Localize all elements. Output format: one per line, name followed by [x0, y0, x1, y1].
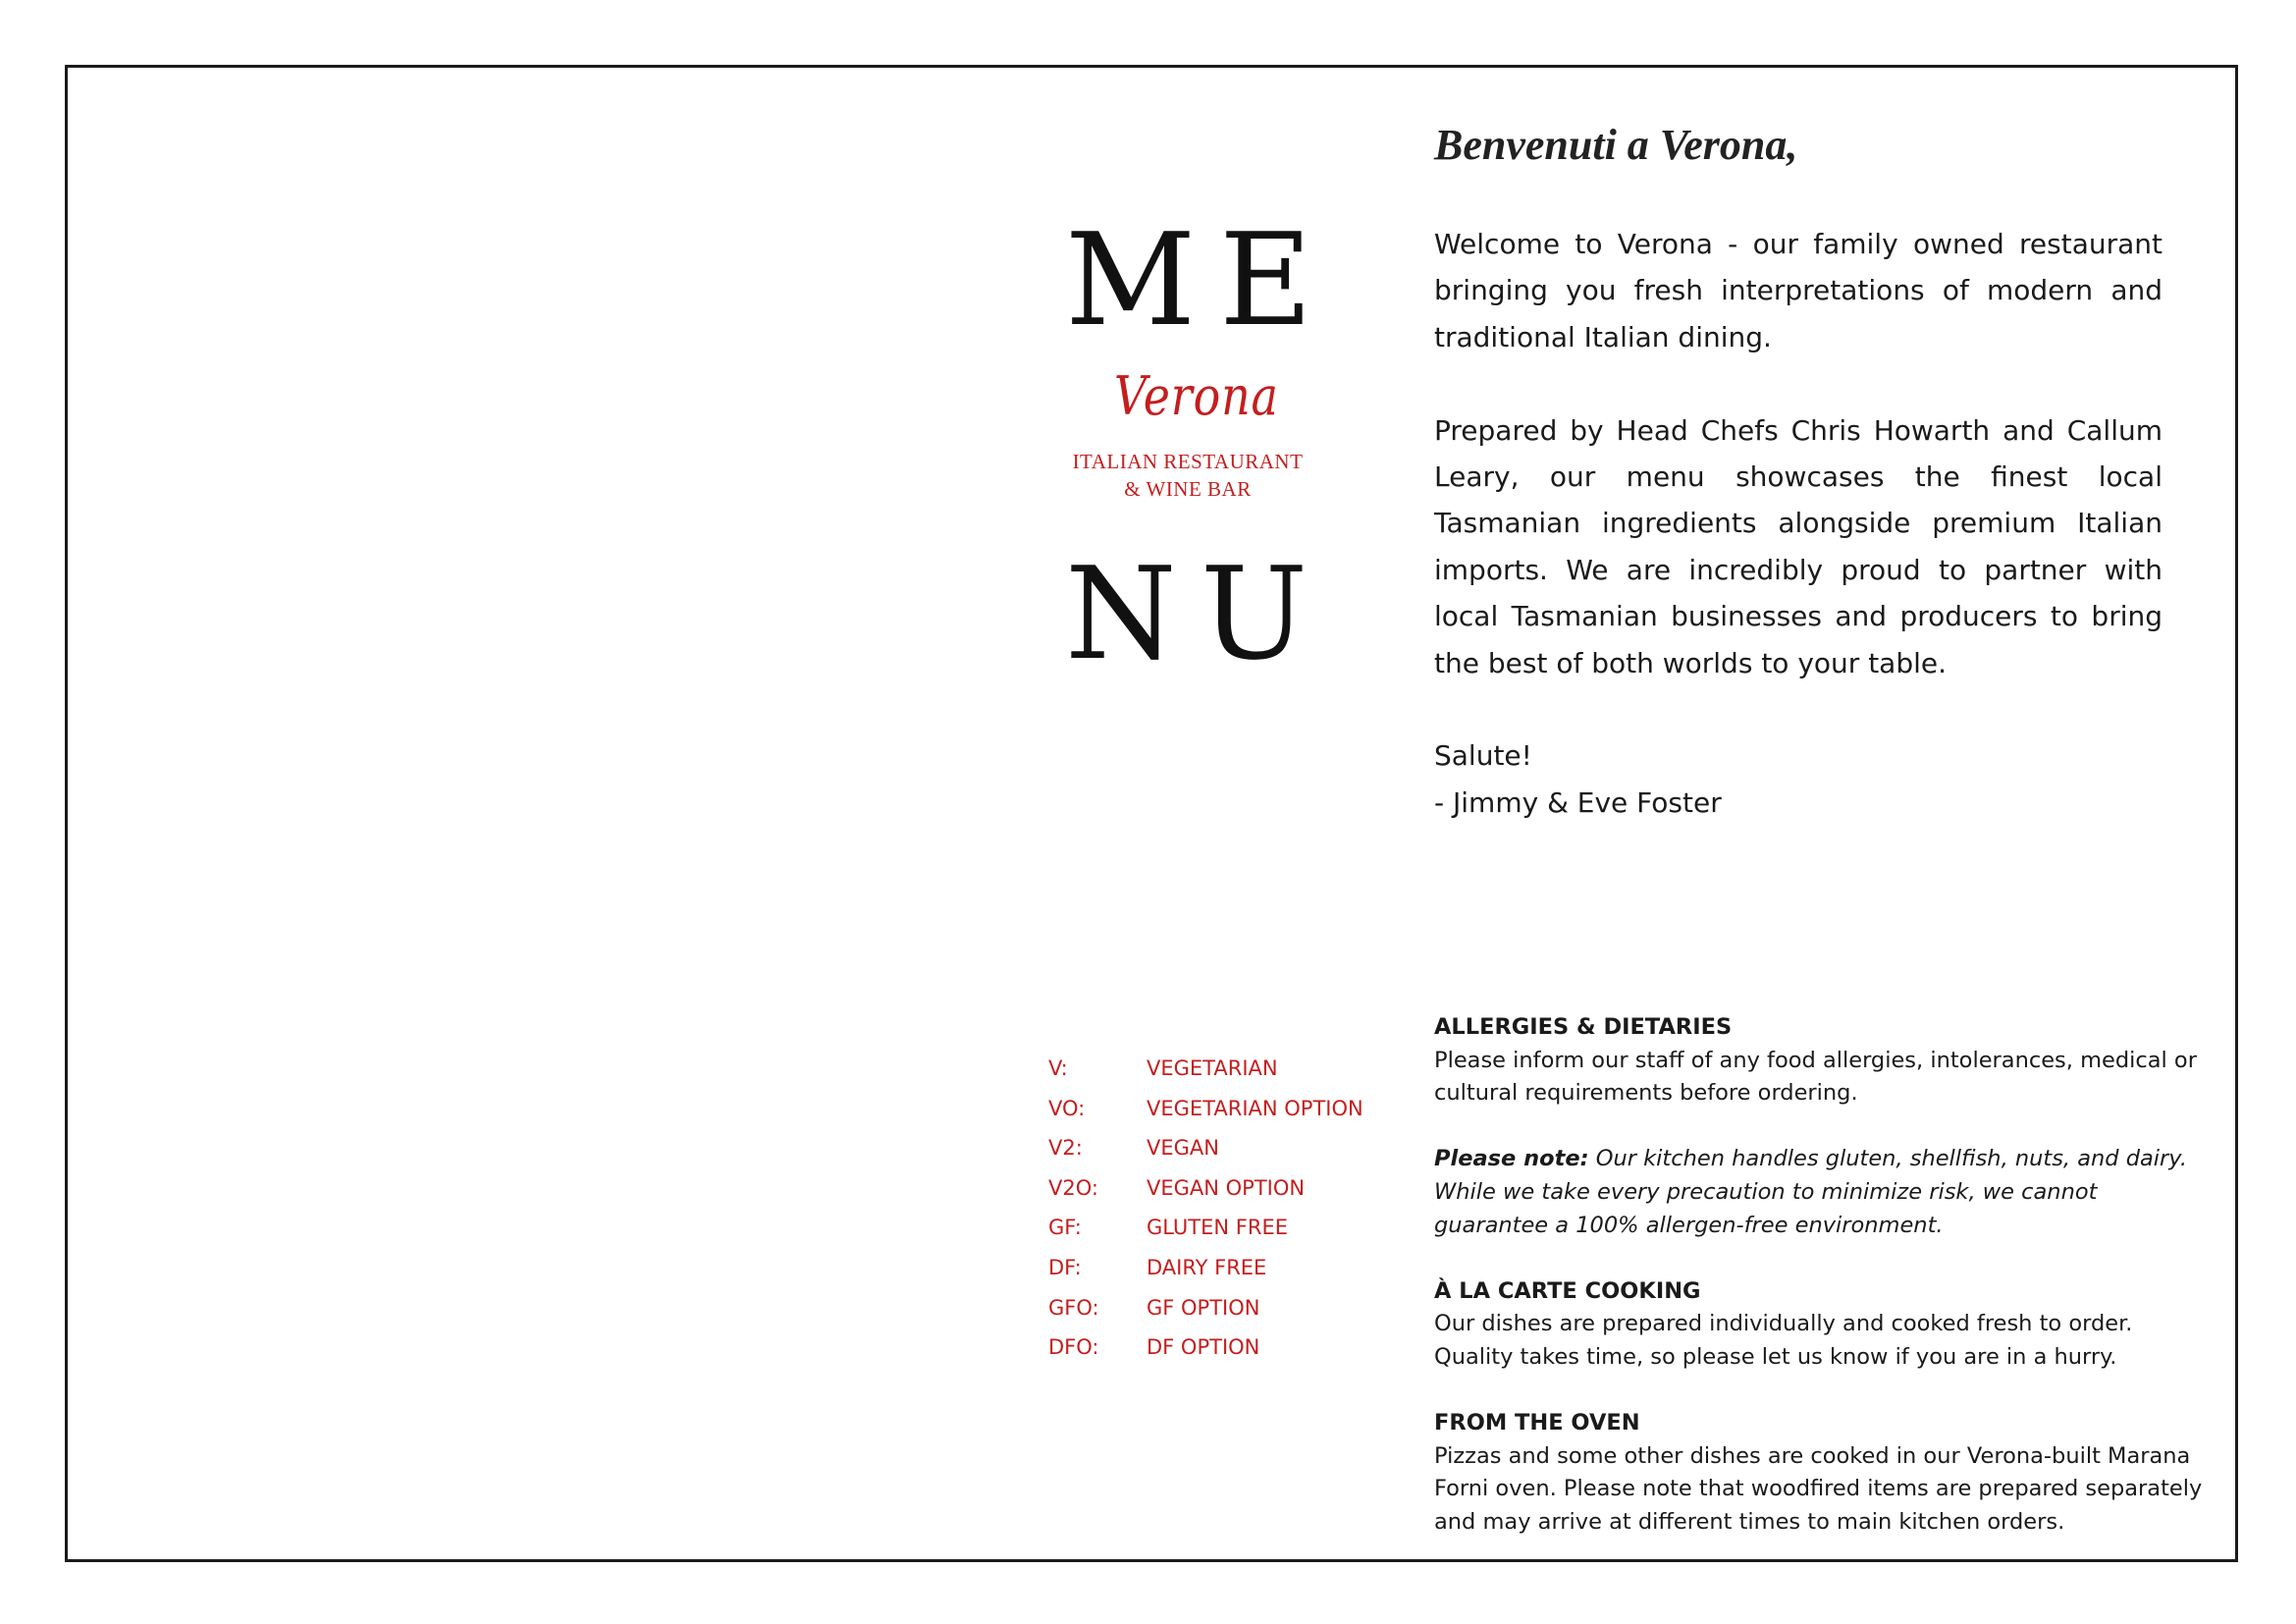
- logo-subtitle: [1041, 448, 1335, 503]
- allergies-body: Please inform our staff of any food allergies, intolerances, medical or cultural requirements before ordering.: [1434, 1047, 2197, 1107]
- legend-row: [1048, 1128, 1382, 1168]
- legend-label: VEGAN OPTION: [1147, 1175, 1306, 1200]
- legend-code: V:: [1048, 1056, 1068, 1080]
- allergies-heading: ALLERGIES & DIETARIES: [1434, 1014, 1733, 1040]
- legend-label: GLUTEN FREE: [1147, 1216, 1288, 1240]
- alacarte-body: Our dishes are prepared individually and cooked fresh to order. Quality takes time, so please let us know if you are in a hurry.: [1434, 1311, 2133, 1370]
- legend-row: [1048, 1327, 1382, 1368]
- legend-label: GF OPTION: [1147, 1295, 1260, 1320]
- legend-code: VO:: [1048, 1096, 1086, 1120]
- legend-label: VEGETARIAN OPTION: [1147, 1096, 1363, 1120]
- logo-name: Verona: [1114, 365, 1279, 427]
- menu-title-top: ME: [1065, 205, 1337, 354]
- oven-section: [1434, 1407, 2210, 1539]
- welcome-signoff-1: Salute!: [1434, 739, 1532, 773]
- oven-heading: FROM THE OVEN: [1434, 1410, 1640, 1436]
- dietary-legend: [1048, 1049, 1382, 1368]
- please-note-label: Please note:: [1434, 1146, 1589, 1172]
- legend-label: DAIRY FREE: [1147, 1255, 1267, 1279]
- logo-subtitle-line1: ITALIAN RESTAURANT: [1072, 450, 1304, 473]
- welcome-text: [1434, 221, 2163, 826]
- legend-code: DF:: [1048, 1255, 1082, 1279]
- please-note-body: Our kitchen handles gluten, shellfish, nuts, and dairy. While we take every precaution to minimize risk, we cannot guarantee a 100% allergen-free environment.: [1434, 1146, 2188, 1238]
- logo-subtitle-line2: & WINE BAR: [1124, 477, 1252, 501]
- legend-code: GFO:: [1048, 1295, 1099, 1320]
- legend-label: VEGETARIAN: [1147, 1056, 1278, 1080]
- legend-code: V2:: [1048, 1136, 1083, 1161]
- menu-notes: [1434, 1011, 2210, 1572]
- menu-title-bottom: NU: [1065, 539, 1332, 688]
- welcome-signoff-2: - Jimmy & Eve Foster: [1434, 785, 1722, 819]
- legend-code: DFO:: [1048, 1335, 1099, 1360]
- legend-row: [1048, 1089, 1382, 1129]
- welcome-paragraph-2: Prepared by Head Chefs Chris Howarth and Callum Leary, our menu showcases the finest local Tasmanian ingredients alongside premium Italian imports. We are incredibly proud to partner with local Tasmanian businesses and producers to bring the best of both worlds to your table.: [1434, 413, 2163, 679]
- legend-label: VEGAN: [1147, 1136, 1219, 1161]
- legend-row: [1048, 1208, 1382, 1248]
- legend-label: DF OPTION: [1147, 1335, 1260, 1360]
- welcome-title: Benvenuti a Verona,: [1434, 121, 1798, 169]
- legend-row: [1048, 1049, 1382, 1089]
- legend-row: [1048, 1248, 1382, 1288]
- alacarte-heading: À LA CARTE COOKING: [1434, 1277, 1701, 1304]
- allergies-section: [1434, 1011, 2210, 1110]
- oven-body: Pizzas and some other dishes are cooked in our Verona-built Marana Forni oven. Please note that woodfired items are prepared separately and may arrive at different times to main kitchen orders.: [1434, 1442, 2203, 1535]
- legend-code: GF:: [1048, 1216, 1082, 1240]
- alacarte-section: [1434, 1275, 2210, 1375]
- legend-row: [1048, 1168, 1382, 1209]
- welcome-paragraph-1: Welcome to Verona - our family owned restaurant bringing you fresh interpretations of modern and traditional Italian dining.: [1434, 228, 2163, 353]
- legend-code: V2O:: [1048, 1175, 1098, 1200]
- please-note-section: [1434, 1143, 2210, 1242]
- legend-row: [1048, 1288, 1382, 1328]
